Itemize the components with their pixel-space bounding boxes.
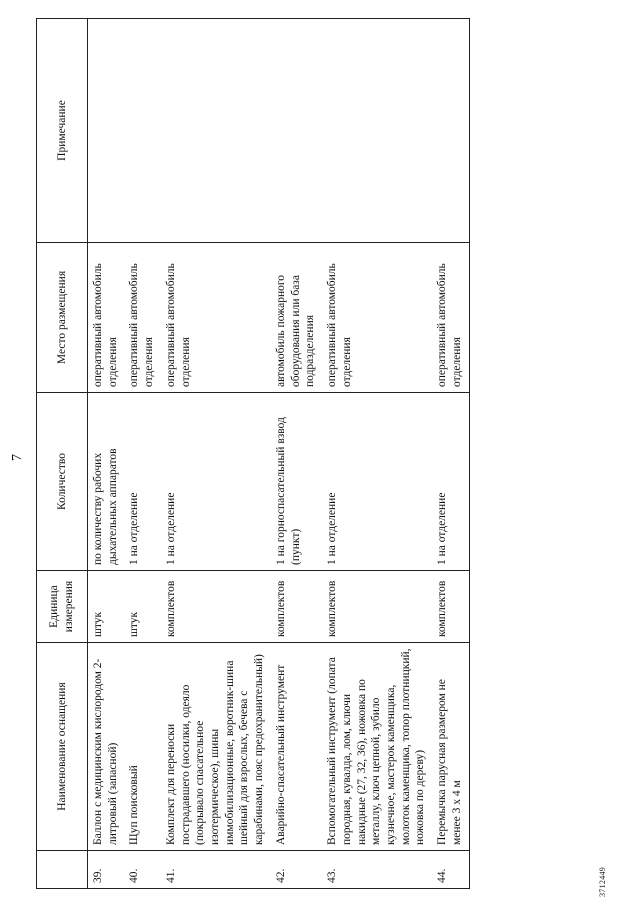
row-unit: комплектов <box>432 571 469 643</box>
table-row <box>322 19 432 889</box>
row-unit: штук <box>124 571 160 643</box>
row-location: автомобиль пожарного оборудования или база подразделения <box>271 243 322 393</box>
row-note <box>124 19 160 243</box>
row-unit: комплектов <box>322 571 432 643</box>
row-quantity: 1 на отделение <box>161 393 271 571</box>
table-row <box>271 19 322 889</box>
header-name: Наименование оснащения <box>37 643 88 851</box>
row-note <box>322 19 432 243</box>
header-quantity: Количество <box>37 393 88 571</box>
header-location: Место размещения <box>37 243 88 393</box>
row-name: Вспомогательный инструмент (лопата породная, кувалда, лом, ключи накидные (27, 32, 36), ножовка по металлу, ключ цепной, зубило кузнечное, мастерок каменщика, молоток каменщика, топор плотницкий, ножовка по дереву) <box>322 643 432 851</box>
header-unit: Единица измерения <box>37 571 88 643</box>
row-note <box>271 19 322 243</box>
row-number: 41. <box>161 851 271 889</box>
row-quantity: 1 на горноспасательный взвод (пункт) <box>271 393 322 571</box>
header-note: Примечание <box>37 19 88 243</box>
table-row <box>161 19 271 889</box>
row-number: 40. <box>124 851 160 889</box>
row-location: оперативный автомобиль отделения <box>124 243 160 393</box>
row-note <box>432 19 469 243</box>
row-quantity: 1 на отделение <box>432 393 469 571</box>
document-code: 3712449 <box>598 866 607 897</box>
row-number: 42. <box>271 851 322 889</box>
row-number: 44. <box>432 851 469 889</box>
row-location: оперативный автомобиль отделения <box>161 243 271 393</box>
header-num <box>37 851 88 889</box>
row-number: 39. <box>88 851 125 889</box>
equipment-table <box>36 18 470 889</box>
row-location: оперативный автомобиль отделения <box>432 243 469 393</box>
row-location: оперативный автомобиль отделения <box>88 243 125 393</box>
row-name: Аварийно-спасательный инструмент <box>271 643 322 851</box>
row-name: Баллон с медицинским кислородом 2-литровый (запасной) <box>88 643 125 851</box>
table-row <box>88 19 125 889</box>
row-unit: комплектов <box>161 571 271 643</box>
row-note <box>161 19 271 243</box>
row-quantity: 1 на отделение <box>124 393 160 571</box>
row-name: Щуп поисковый <box>124 643 160 851</box>
row-unit: штук <box>88 571 125 643</box>
row-quantity: 1 на отделение <box>322 393 432 571</box>
table-header-row <box>37 19 88 889</box>
row-note <box>88 19 125 243</box>
row-name: Комплект для переноски пострадавшего (носилки, одеяло (покрывало спасательное изотермическое), шины иммобилизационные, воротник-шина шейный для взрослых, бечева с карабинами, пояс предохранительный) <box>161 643 271 851</box>
row-name: Перемычка парусная размером не менее 3 х 4 м <box>432 643 469 851</box>
row-number: 43. <box>322 851 432 889</box>
row-location: оперативный автомобиль отделения <box>322 243 432 393</box>
row-unit: комплектов <box>271 571 322 643</box>
table-row <box>124 19 160 889</box>
table-row <box>432 19 469 889</box>
row-quantity: по количеству рабочих дыхательных аппаратов <box>88 393 125 571</box>
page-number: 7 <box>10 454 25 461</box>
